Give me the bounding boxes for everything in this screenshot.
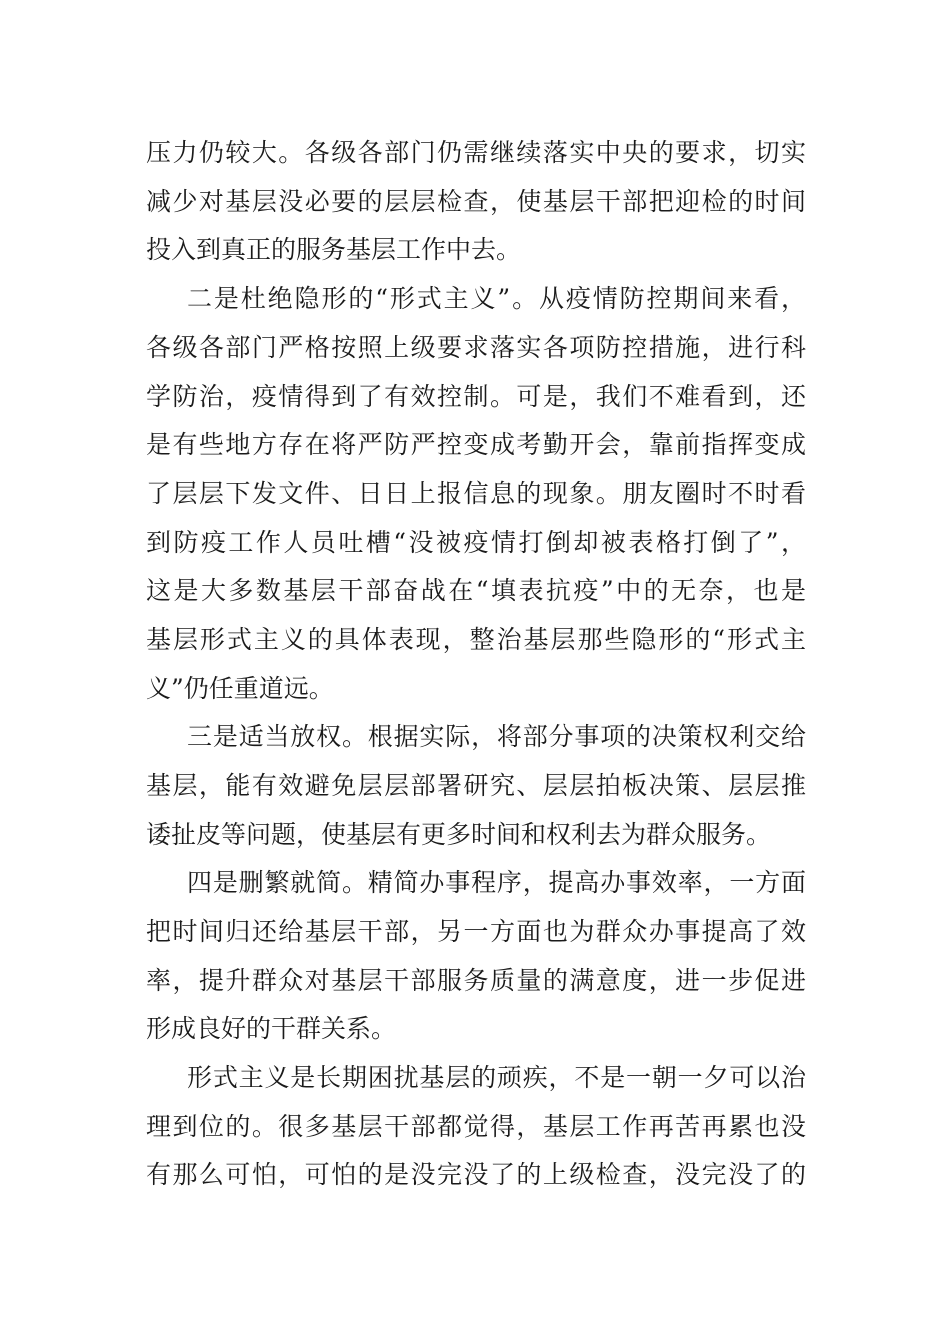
text-line: 了层层下发文件、日日上报信息的现象。朋友圈时不时看 <box>146 479 806 508</box>
text-line: 到防疫工作人员吐槽“没被疫情打倒却被表格打倒了”， <box>146 528 806 557</box>
paragraph-start-line: 形式主义是长期困扰基层的顽疾，不是一朝一夕可以治 <box>187 1063 806 1092</box>
text-line: 基层形式主义的具体表现，整治基层那些隐形的“形式主 <box>146 625 806 654</box>
text-line: 基层，能有效避免层层部署研究、层层拍板决策、层层推 <box>146 771 806 800</box>
text-line: 义”仍任重道远。 <box>146 674 334 703</box>
text-line: 是有些地方存在将严防严控变成考勤开会，靠前指挥变成 <box>146 430 806 459</box>
paragraph-start-line: 二是杜绝隐形的“形式主义”。从疫情防控期间来看， <box>187 284 806 313</box>
text-line: 这是大多数基层干部奋战在“填表抗疫”中的无奈，也是 <box>146 576 806 605</box>
text-line: 形成良好的干群关系。 <box>146 1014 397 1043</box>
text-line: 投入到真正的服务基层工作中去。 <box>146 235 522 264</box>
text-line: 减少对基层没必要的层层检查，使基层干部把迎检的时间 <box>146 187 806 216</box>
text-line: 诿扯皮等问题，使基层有更多时间和权利去为群众服务。 <box>146 820 772 849</box>
paragraph-start-line: 三是适当放权。根据实际，将部分事项的决策权利交给 <box>187 722 806 751</box>
text-line: 理到位的。很多基层干部都觉得，基层工作再苦再累也没 <box>146 1112 806 1141</box>
text-line: 有那么可怕，可怕的是没完没了的上级检查，没完没了的 <box>146 1160 806 1189</box>
paragraph-start-line: 四是删繁就简。精简办事程序，提高办事效率，一方面 <box>187 868 806 897</box>
text-line: 把时间归还给基层干部，另一方面也为群众办事提高了效 <box>146 917 806 946</box>
text-line: 压力仍较大。各级各部门仍需继续落实中央的要求，切实 <box>146 138 806 167</box>
text-line: 学防治，疫情得到了有效控制。可是，我们不难看到，还 <box>146 382 806 411</box>
text-line: 率，提升群众对基层干部服务质量的满意度，进一步促进 <box>146 966 806 995</box>
text-line: 各级各部门严格按照上级要求落实各项防控措施，进行科 <box>146 333 806 362</box>
